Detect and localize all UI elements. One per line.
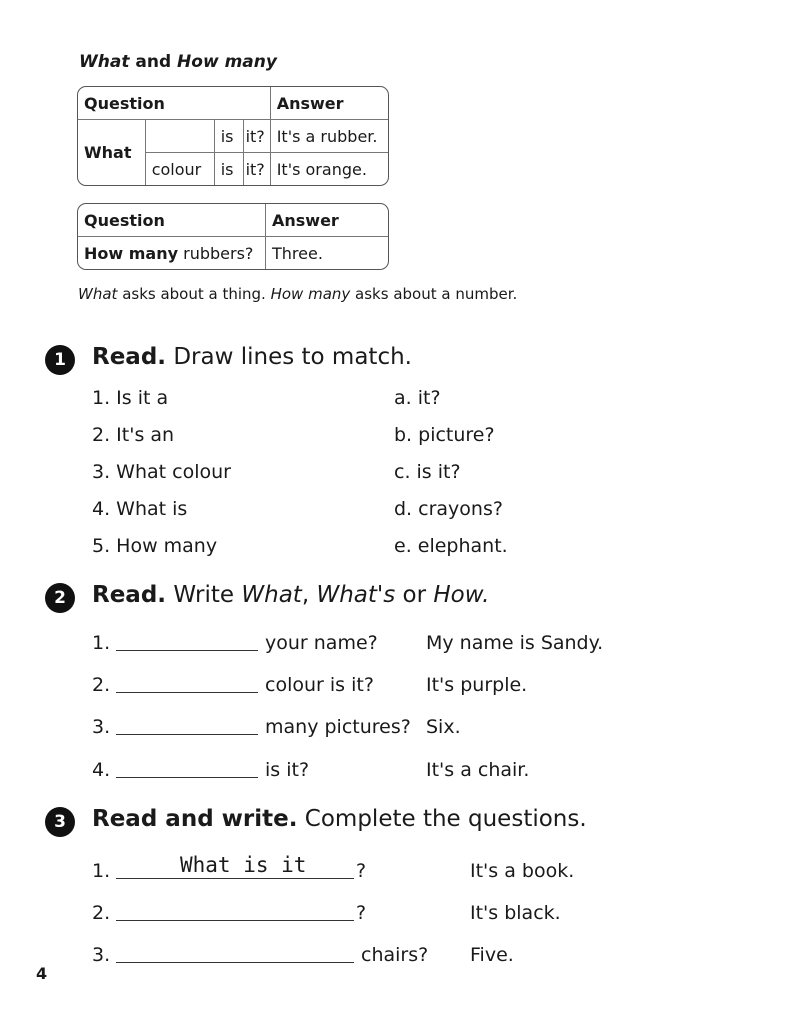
question-answer: My name is Sandy. [426, 632, 604, 654]
table-header-question: Question [78, 87, 271, 120]
answer-blank[interactable] [116, 962, 354, 963]
handwritten-answer: What is it [180, 853, 307, 877]
answer-blank[interactable] [116, 734, 258, 735]
question-prompt: many pictures? [265, 716, 411, 738]
question-prompt: colour is it? [265, 674, 374, 696]
table-header-answer: Answer [266, 204, 388, 237]
match-left-item: 4. What is [92, 498, 188, 520]
question-prompt: your name? [265, 632, 378, 654]
question-answer: Five. [470, 944, 514, 966]
question-number: 4. [92, 759, 111, 781]
match-right-item: c. is it? [394, 461, 461, 483]
question-answer: It's black. [470, 902, 561, 924]
table-cell [146, 120, 215, 153]
answer-blank[interactable] [116, 650, 258, 651]
exercise-heading: Read and write. Complete the questions. [92, 806, 587, 832]
exercise-heading: Read. Write What, What's or How. [92, 582, 490, 608]
table-cell: it? [244, 120, 271, 153]
exercise-number-badge: 3 [45, 807, 75, 837]
question-end: ? [356, 902, 367, 924]
page-number: 4 [36, 964, 48, 983]
table-cell: It's a rubber. [271, 120, 388, 153]
table-row-label: What [78, 120, 146, 185]
question-answer: It's a chair. [426, 759, 530, 781]
table-cell: How many rubbers? [78, 237, 266, 269]
grammar-title: What and How many [79, 52, 277, 72]
answer-blank[interactable] [116, 777, 258, 778]
question-end: chairs? [361, 944, 429, 966]
table-cell: colour [146, 153, 215, 185]
question-answer: Six. [426, 716, 461, 738]
match-left-item: 5. How many [92, 535, 218, 557]
table-cell: It's orange. [276, 159, 367, 179]
grammar-table-what [77, 86, 389, 186]
question-number: 2. [92, 902, 111, 924]
exercise-number-badge: 2 [45, 583, 75, 613]
match-left-item: 3. What colour [92, 461, 231, 483]
answer-blank[interactable] [116, 920, 354, 921]
question-number: 3. [92, 944, 111, 966]
match-right-item: d. crayons? [394, 498, 503, 520]
table-cell: Three. [272, 243, 323, 263]
answer-blank[interactable] [116, 878, 354, 879]
match-right-item: b. picture? [394, 424, 495, 446]
table-cell: is [215, 153, 244, 185]
exercise-heading: Read. Draw lines to match. [92, 344, 412, 370]
question-number: 1. [92, 632, 111, 654]
grammar-note: What asks about a thing. How many asks about a number. [78, 285, 518, 303]
match-right-item: e. elephant. [394, 535, 508, 557]
question-number: 2. [92, 674, 111, 696]
question-number: 1. [92, 860, 111, 882]
answer-blank[interactable] [116, 692, 258, 693]
question-answer: It's purple. [426, 674, 528, 696]
question-answer: It's a book. [470, 860, 575, 882]
grammar-table-howmany [77, 203, 389, 270]
question-end: ? [356, 860, 367, 882]
exercise-number-badge: 1 [45, 345, 75, 375]
question-number: 3. [92, 716, 111, 738]
table-header-question: Question [78, 204, 266, 237]
match-left-item: 1. Is it a [92, 387, 169, 409]
match-right-item: a. it? [394, 387, 441, 409]
table-header-answer: Answer [271, 87, 388, 120]
question-prompt: is it? [265, 759, 310, 781]
table-cell: it? [244, 153, 271, 185]
match-left-item: 2. It's an [92, 424, 175, 446]
table-cell: is [215, 120, 244, 153]
